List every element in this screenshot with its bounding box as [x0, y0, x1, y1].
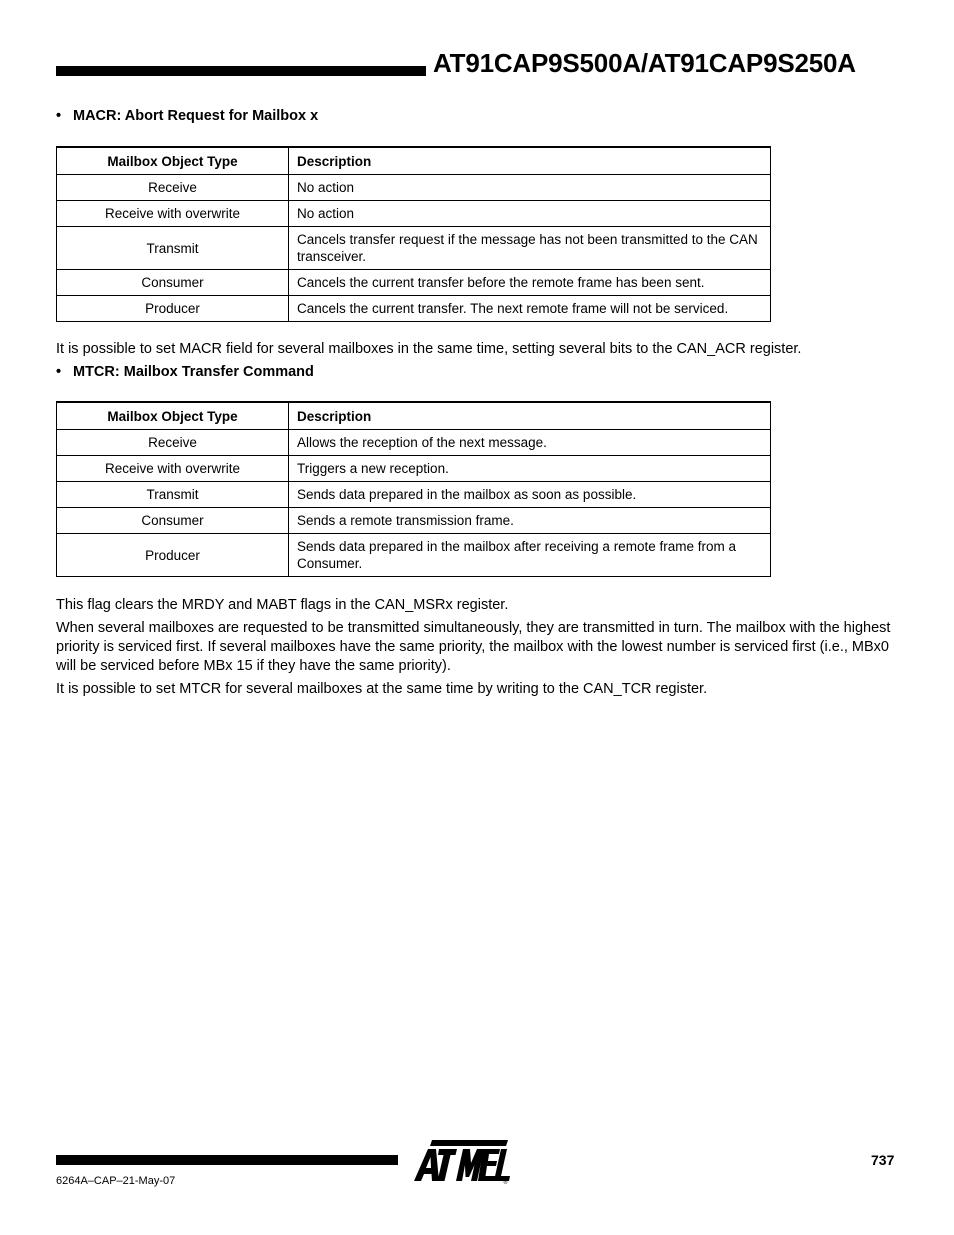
- table-row: [57, 508, 771, 534]
- mtcr-table: [56, 401, 771, 577]
- section-heading-macr: • MACR: Abort Request for Mailbox x: [56, 108, 319, 124]
- table-cell: Transmit: [57, 482, 289, 508]
- bullet-icon: •: [56, 108, 62, 124]
- table-cell: Receive with overwrite: [57, 201, 289, 227]
- table-cell: Producer: [57, 296, 289, 322]
- table-row: [57, 270, 771, 296]
- table-cell: Consumer: [57, 508, 289, 534]
- table-cell: No action: [289, 175, 771, 201]
- atmel-logo-icon: [412, 1137, 512, 1185]
- table-cell: Receive: [57, 430, 289, 456]
- table-header-row: [57, 147, 771, 175]
- section-heading-mtcr: • MTCR: Mailbox Transfer Command: [56, 364, 314, 380]
- column-header: Mailbox Object Type: [57, 402, 289, 430]
- table-row: [57, 430, 771, 456]
- table-cell: Cancels transfer request if the message has not been transmitted to the CAN transceiver.: [289, 227, 771, 270]
- table-cell: Sends data prepared in the mailbox as soon as possible.: [289, 482, 771, 508]
- table-row: [57, 482, 771, 508]
- table-row: [57, 201, 771, 227]
- header-rule: [56, 66, 426, 76]
- table-row: [57, 227, 771, 270]
- table-cell: No action: [289, 201, 771, 227]
- table-row: [57, 296, 771, 322]
- table-cell: Allows the reception of the next message.: [289, 430, 771, 456]
- table-cell: Transmit: [57, 227, 289, 270]
- macr-table: [56, 146, 771, 322]
- page-title: AT91CAP9S500A/AT91CAP9S250A: [433, 48, 856, 78]
- mtcr-paragraph-1: This flag clears the MRDY and MABT flags in the CAN_MSRx register.: [56, 597, 509, 613]
- macr-note: It is possible to set MACR field for several mailboxes in the same time, setting several bits to the CAN_ACR register.: [56, 341, 802, 357]
- table-row: [57, 534, 771, 577]
- page-number: 737: [871, 1152, 895, 1168]
- table-cell: Receive with overwrite: [57, 456, 289, 482]
- mtcr-paragraph-3: It is possible to set MTCR for several mailboxes at the same time by writing to the CAN_TCR register.: [56, 681, 708, 697]
- column-header: Description: [289, 147, 771, 175]
- document-code: 6264A–CAP–21-May-07: [56, 1175, 176, 1187]
- table-cell: Receive: [57, 175, 289, 201]
- bullet-icon: •: [56, 364, 62, 380]
- table-row: [57, 456, 771, 482]
- registered-mark: ®: [503, 1180, 508, 1185]
- table-cell: Triggers a new reception.: [289, 456, 771, 482]
- mtcr-paragraph-2: When several mailboxes are requested to be transmitted simultaneously, they are transmitted in turn. The mailbox with the highest priority is serviced first. If several mailboxes have the same priority, the mailbox with the lowest number is serviced first (i.e., MBx0 will be serviced before MBx 15 if they have the same priority).: [56, 620, 891, 674]
- table-cell: Cancels the current transfer before the remote frame has been sent.: [289, 270, 771, 296]
- table-cell: Sends data prepared in the mailbox after receiving a remote frame from a Consumer.: [289, 534, 771, 577]
- table-row: [57, 175, 771, 201]
- table-cell: Sends a remote transmission frame.: [289, 508, 771, 534]
- table-cell: Producer: [57, 534, 289, 577]
- table-cell: Cancels the current transfer. The next remote frame will not be serviced.: [289, 296, 771, 322]
- table-cell: Consumer: [57, 270, 289, 296]
- footer-rule: [56, 1155, 398, 1165]
- column-header: Description: [289, 402, 771, 430]
- table-header-row: [57, 402, 771, 430]
- column-header: Mailbox Object Type: [57, 147, 289, 175]
